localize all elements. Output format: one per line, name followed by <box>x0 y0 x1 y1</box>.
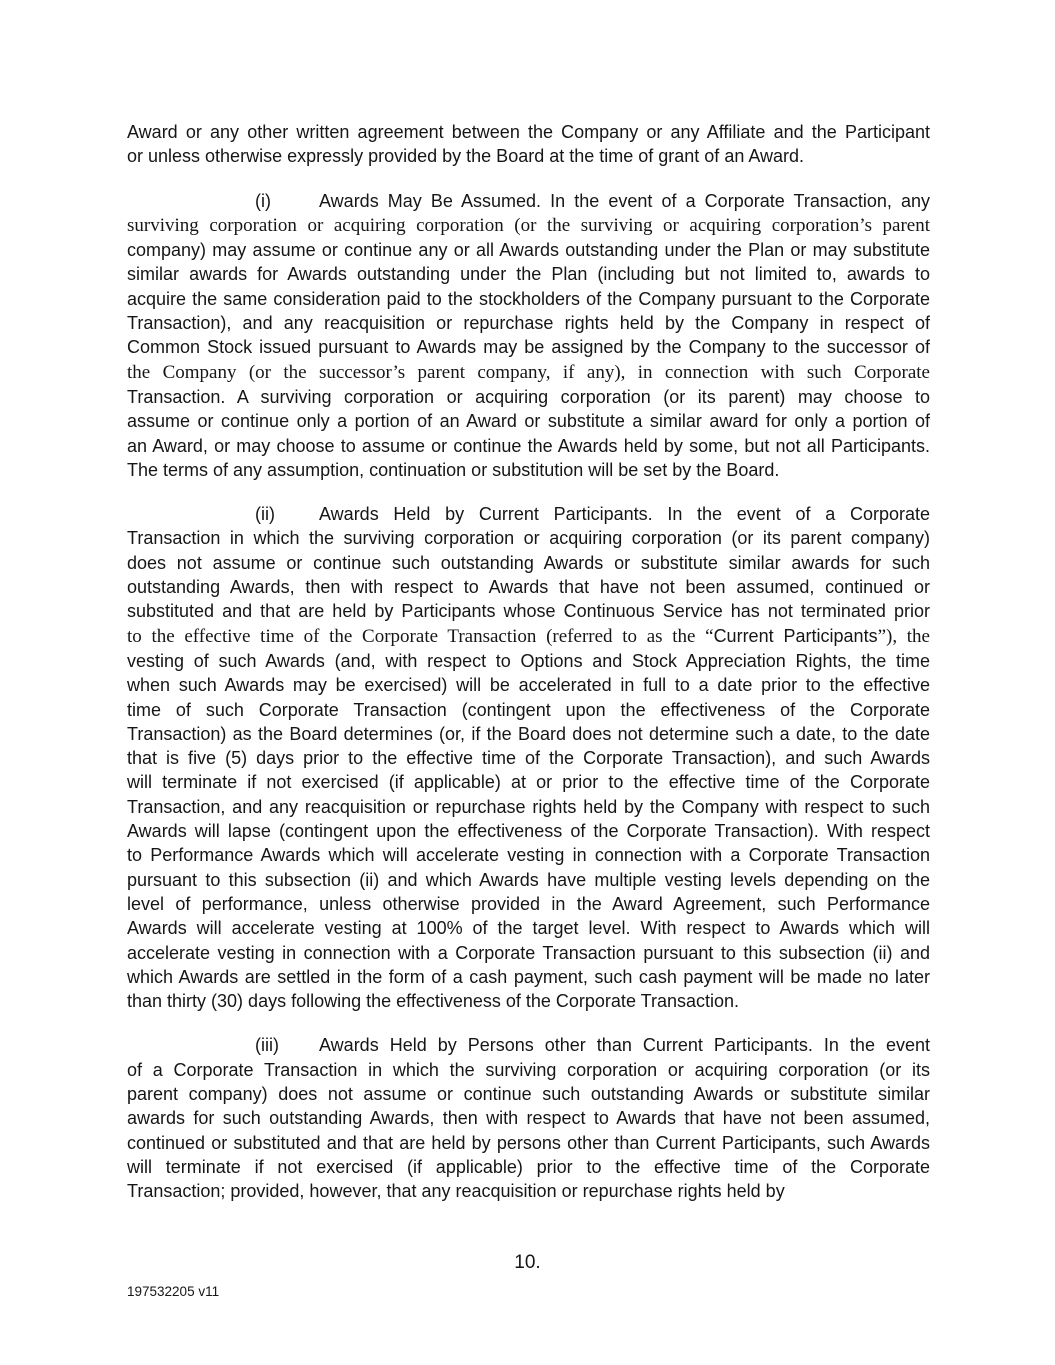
text-run: substituted and that are held by Participants whose Continuous Service has not terminated prior <box>127 601 930 622</box>
text-line <box>127 624 930 649</box>
text-line <box>127 434 930 458</box>
text-line <box>127 120 930 144</box>
footer-doc-id: 197532205 v11 <box>127 1284 220 1299</box>
text-line <box>127 843 930 867</box>
text-line <box>127 385 930 409</box>
text-run: to the effective time of the Corporate Transaction (referred to as the “ <box>127 625 714 647</box>
text-run: Transaction. A surviving corporation or acquiring corporation (or its parent) may choose to <box>127 386 930 407</box>
text-run: company) may assume or continue any or all Awards outstanding under the Plan or may substitute <box>127 240 930 261</box>
text-line <box>127 819 930 843</box>
text-run: Awards May Be Assumed. In the event of a Corporate Transaction, any <box>319 190 930 211</box>
text-line <box>127 144 930 168</box>
text-run: Common Stock issued pursuant to Awards may be assigned by the Company to the successor of <box>127 337 930 358</box>
paragraph-section-ii-awards-held-by-current-participants <box>127 502 930 1013</box>
text-line <box>127 1179 930 1203</box>
text-run: that is five (5) days prior to the effective time of the Corporate Transaction), and such Awards <box>127 748 930 769</box>
text-run: Transaction, and any reacquisition or repurchase rights held by the Company with respect to such <box>127 796 930 817</box>
text-run: to Performance Awards which will accelerate vesting in connection with a Corporate Transaction <box>127 845 930 866</box>
text-run: assume or continue only a portion of an Award or substitute a similar award for only a portion of <box>127 411 930 432</box>
first-line-indent <box>127 1050 255 1051</box>
text-run: Awards will accelerate vesting at 100% of the target level. With respect to Awards which will <box>127 918 930 939</box>
section-marker: (iii) <box>255 1035 279 1056</box>
text-line <box>127 238 930 262</box>
text-line <box>127 673 930 697</box>
text-line <box>127 892 930 916</box>
text-run: Awards will lapse (contingent upon the effectiveness of the Corporate Transaction). With respect <box>127 821 930 842</box>
text-line <box>127 1106 930 1130</box>
text-run: outstanding Awards, then with respect to Awards that have not been assumed, continued or <box>127 577 930 598</box>
text-run: awards for such outstanding Awards, then with respect to Awards that have not been assumed, <box>127 1108 930 1129</box>
text-run: acquire the same consideration paid to the stockholders of the Company pursuant to the Corporate <box>127 288 930 309</box>
text-run: Awards Held by Persons other than Current Participants. In the event <box>319 1035 930 1056</box>
text-run: Transaction in which the surviving corporation or acquiring corporation (or its parent company) <box>127 528 930 549</box>
text-run: accelerate vesting in connection with a Corporate Transaction pursuant to this subsection (ii) and <box>127 942 930 963</box>
text-run: an Award, or may choose to assume or continue the Awards held by some, but not all Participants. <box>127 435 930 456</box>
text-line <box>127 1155 930 1179</box>
text-run: time of such Corporate Transaction (contingent upon the effectiveness of the Corporate <box>127 699 930 720</box>
text-run: Transaction), and any reacquisition or repurchase rights held by the Company in respect of <box>127 313 930 334</box>
text-line <box>127 868 930 892</box>
text-line <box>127 551 930 575</box>
text-run: which Awards are settled in the form of a cash payment, such cash payment will be made no later <box>127 966 930 987</box>
text-line <box>127 965 930 989</box>
text-run: will terminate if not exercised (if applicable) at or prior to the effective time of the Corporate <box>127 772 930 793</box>
text-run: Transaction) as the Board determines (or, if the Board does not determine such a date, to the date <box>127 723 930 744</box>
text-line <box>127 698 930 722</box>
text-run: than thirty (30) days following the effectiveness of the Corporate Transaction. <box>127 991 739 1012</box>
text-line <box>127 409 930 433</box>
text-run: will terminate if not exercised (if applicable) prior to the effective time of the Corporate <box>127 1156 930 1177</box>
text-run: of a Corporate Transaction in which the surviving corporation or acquiring corporation (or its <box>127 1059 930 1080</box>
text-line <box>127 311 930 335</box>
text-line <box>127 746 930 770</box>
text-run: similar awards for Awards outstanding under the Plan (including but not limited to, awards to <box>127 264 930 285</box>
text-line <box>127 502 930 526</box>
text-run: when such Awards may be exercised) will be accelerated in full to a date prior to the effective <box>127 675 930 696</box>
text-run: the Company (or the successor’s parent company, if any), in connection with such Corporate <box>127 361 930 383</box>
text-run: parent company) does not assume or continue such outstanding Awards or substitute similar <box>127 1083 930 1104</box>
text-line <box>127 770 930 794</box>
text-run: continued or substituted and that are held by persons other than Current Participants, such Awards <box>127 1132 930 1153</box>
text-run: or unless otherwise expressly provided by the Board at the time of grant of an Award. <box>127 146 805 167</box>
text-run: Current Participants <box>713 625 878 646</box>
document-body <box>127 120 930 1203</box>
section-marker: (ii) <box>255 504 275 525</box>
text-line <box>127 213 930 238</box>
first-line-indent <box>127 519 255 520</box>
text-run: level of performance, unless otherwise provided in the Award Agreement, such Performance <box>127 893 930 914</box>
first-line-indent <box>127 206 255 207</box>
text-line <box>127 941 930 965</box>
paragraph-section-iii-awards-held-by-persons-other-than-current-participants <box>127 1033 930 1203</box>
text-line <box>127 262 930 286</box>
paragraph-intro-continuation <box>127 120 930 169</box>
text-line <box>127 575 930 599</box>
page-number: 10. <box>514 1252 541 1273</box>
text-line <box>127 989 930 1013</box>
text-line <box>127 287 930 311</box>
text-line <box>127 1131 930 1155</box>
text-line <box>127 335 930 359</box>
text-run: Award or any other written agreement between the Company or any Affiliate and the Participant <box>127 122 930 142</box>
text-line <box>127 916 930 940</box>
text-run: Awards Held by Current Participants. In the event of a Corporate <box>319 504 930 525</box>
text-run: does not assume or continue such outstanding Awards or substitute similar awards for such <box>127 552 930 573</box>
text-run: surviving corporation or acquiring corporation (or the surviving or acquiring corporation’s parent <box>127 214 930 236</box>
text-line <box>127 1033 930 1057</box>
text-line <box>127 599 930 623</box>
text-run: ”), the <box>877 625 930 647</box>
paragraph-section-i-awards-may-be-assumed <box>127 189 930 483</box>
text-run: vesting of such Awards (and, with respect to Options and Stock Appreciation Rights, the time <box>127 650 930 671</box>
text-run: Transaction; provided, however, that any reacquisition or repurchase rights held by <box>127 1181 785 1202</box>
text-line <box>127 722 930 746</box>
text-line <box>127 189 930 213</box>
text-line <box>127 795 930 819</box>
text-line <box>127 526 930 550</box>
text-line <box>127 1058 930 1082</box>
section-marker: (i) <box>255 190 271 211</box>
text-run: The terms of any assumption, continuation or substitution will be set by the Board. <box>127 459 780 480</box>
text-run: pursuant to this subsection (ii) and which Awards have multiple vesting levels depending on the <box>127 869 930 890</box>
text-line <box>127 458 930 482</box>
text-line <box>127 1082 930 1106</box>
text-line <box>127 360 930 385</box>
text-line <box>127 649 930 673</box>
